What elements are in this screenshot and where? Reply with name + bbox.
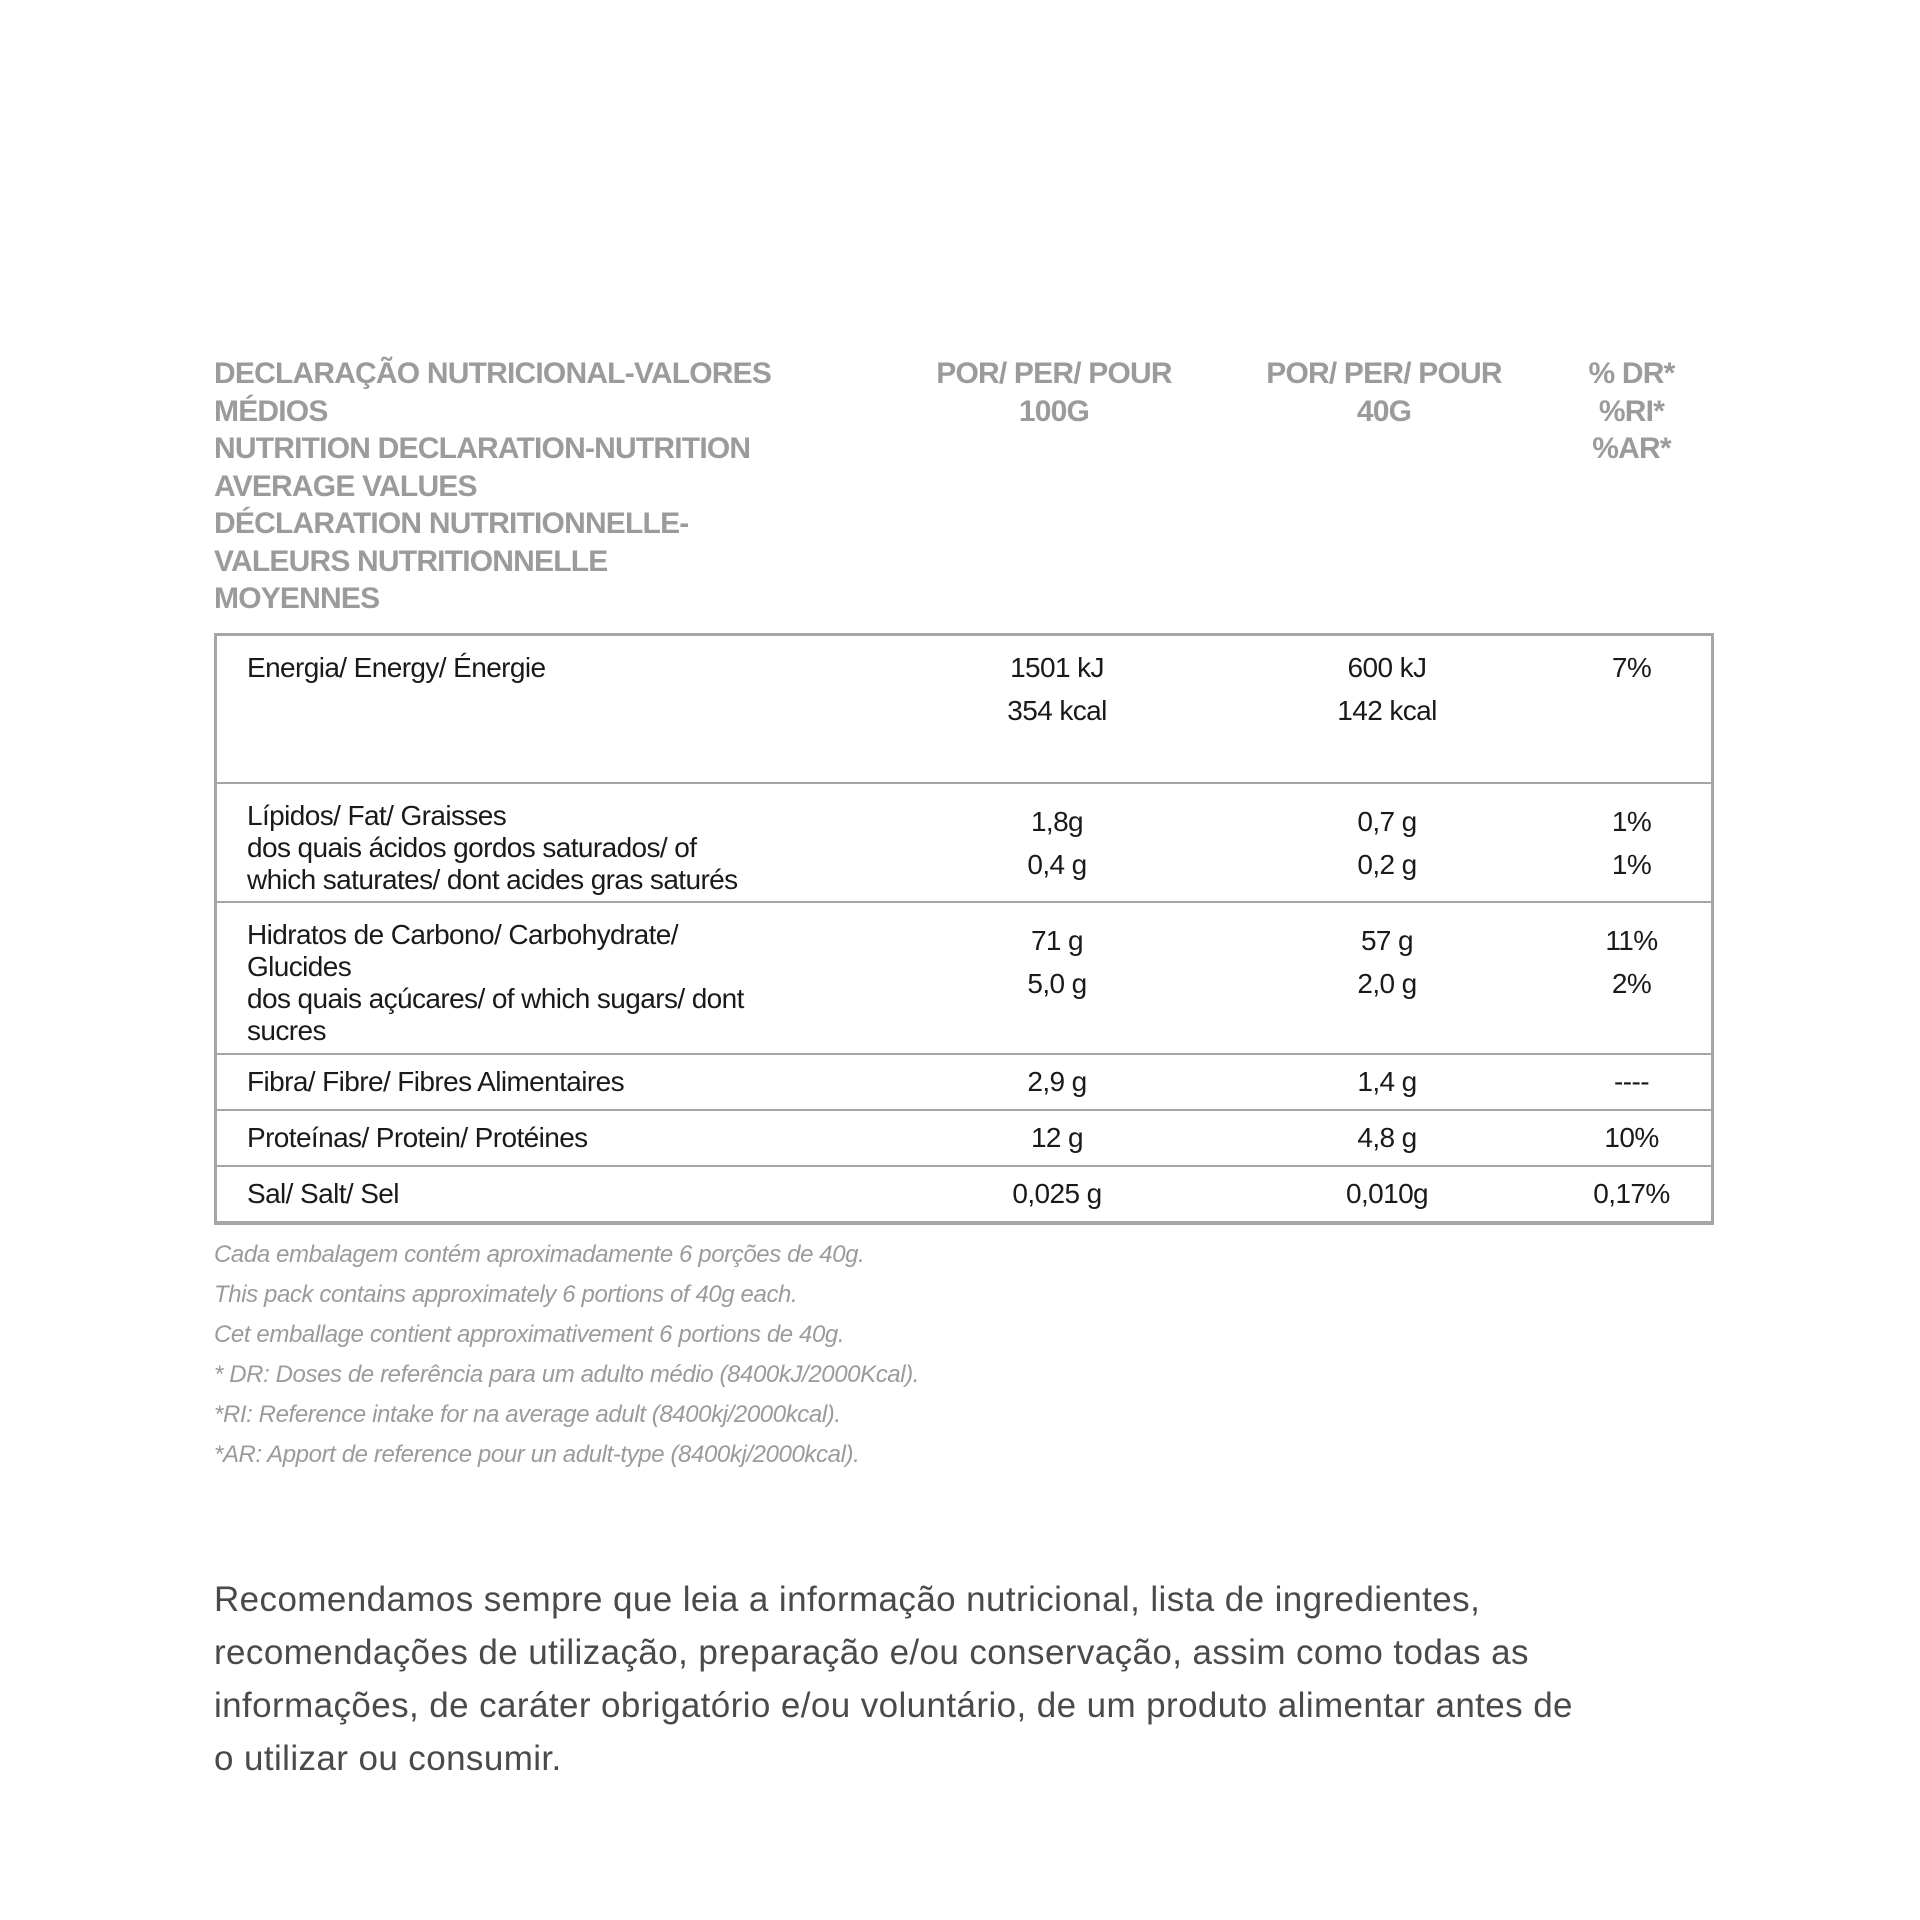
footnote: Cada embalagem contém aproximadamente 6 porções de 40g. [214, 1240, 865, 1268]
row-label-text: Hidratos de Carbono/ Carbohydrate/ [247, 918, 678, 950]
footnote: Cet emballage contient approximativement 6 portions de 40g. [214, 1320, 845, 1348]
disclaimer-line: informações, de caráter obrigatório e/ou voluntário, de um produto alimentar antes de [214, 1686, 1573, 1725]
value-per-40g [1222, 646, 1552, 782]
header-percent-ri [1549, 355, 1714, 618]
value-per-100g [892, 800, 1222, 901]
value-text: 2,0 g [1357, 967, 1417, 999]
value-percent: ---- [1614, 1065, 1649, 1097]
header-per-100g-line: 100G [1018, 394, 1090, 428]
row-label-text: Glucides [247, 950, 352, 982]
header-title-line: AVERAGE VALUES [214, 469, 477, 503]
value-percent: 10% [1604, 1121, 1659, 1153]
table-row-fat [217, 782, 1711, 901]
row-label [217, 919, 892, 1053]
header-per-100g-line: POR/ PER/ POUR [936, 357, 1172, 390]
value-text: 1% [1611, 848, 1652, 880]
value-per-40g [1222, 919, 1552, 1053]
header-per-40g-line: 40G [1356, 394, 1412, 428]
header-title-line: MÉDIOS [214, 394, 328, 428]
value-per-40g: 1,4 g [1357, 1065, 1417, 1097]
value-percent: 0,17% [1593, 1177, 1670, 1209]
table-row-energy [217, 636, 1711, 782]
header-per-40g-line: POR/ PER/ POUR [1266, 357, 1502, 390]
nutrition-panel [214, 355, 1714, 1475]
value-per-100g: 2,9 g [1027, 1065, 1087, 1097]
row-label-text: which saturates/ dont acides gras saturés [247, 863, 738, 895]
row-label-text: dos quais açúcares/ of which sugars/ dont [247, 982, 744, 1014]
value-percent [1552, 919, 1711, 1053]
row-label: Fibra/ Fibre/ Fibres Alimentaires [247, 1065, 624, 1097]
value-per-100g: 0,025 g [1012, 1177, 1102, 1209]
value-text: 7% [1611, 651, 1652, 683]
value-text: 0,7 g [1357, 805, 1417, 837]
header-percent-line: %AR* [1592, 432, 1671, 465]
row-label-text: Lípidos/ Fat/ Graisses [247, 799, 507, 831]
row-label: Sal/ Salt/ Sel [247, 1177, 399, 1209]
value-per-100g [892, 919, 1222, 1053]
value-text: 354 kcal [1007, 694, 1107, 726]
row-label: Proteínas/ Protein/ Protéines [247, 1121, 588, 1153]
header-title-line: DÉCLARATION NUTRITIONNELLE- [214, 507, 689, 540]
footnote: *RI: Reference intake for na average adult (8400kj/2000kcal). [214, 1400, 841, 1428]
header-per-100g [889, 355, 1219, 618]
header-percent-line: %RI* [1598, 394, 1665, 428]
footnotes [214, 1235, 1714, 1475]
footnote: *AR: Apport de reference pour un adult-type (8400kj/2000kcal). [214, 1440, 860, 1468]
header-per-40g [1219, 355, 1549, 618]
header-title-line: DECLARAÇÃO NUTRICIONAL-VALORES [214, 357, 772, 390]
row-label-text: sucres [247, 1014, 326, 1046]
disclaimer-line: o utilizar ou consumir. [214, 1739, 562, 1778]
table-row-carbohydrate [217, 901, 1711, 1053]
header-title-line: MOYENNES [214, 582, 380, 615]
header-title-line: VALEURS NUTRITIONNELLE [214, 544, 608, 578]
footnote: This pack contains approximately 6 portions of 40g each. [214, 1280, 798, 1308]
value-text: 5,0 g [1027, 967, 1087, 999]
table-row-fibre [217, 1053, 1711, 1109]
nutrition-table [214, 633, 1714, 1225]
disclaimer-text [214, 1573, 1814, 1785]
value-percent [1552, 800, 1711, 901]
value-text: 142 kcal [1337, 694, 1437, 726]
row-label [217, 646, 892, 782]
header-title-line: NUTRITION DECLARATION-NUTRITION [214, 432, 751, 465]
value-per-40g: 0,010g [1345, 1177, 1429, 1209]
row-label [217, 800, 892, 901]
value-per-100g [892, 646, 1222, 782]
value-per-100g: 12 g [1030, 1121, 1084, 1153]
value-text: 1,8g [1030, 805, 1084, 837]
value-text: 57 g [1360, 924, 1414, 956]
disclaimer-line: Recomendamos sempre que leia a informação nutricional, lista de ingredientes, [214, 1580, 1481, 1619]
value-text: 2% [1611, 967, 1652, 999]
disclaimer-line: recomendações de utilização, preparação e/ou conservação, assim como todas as [214, 1633, 1529, 1672]
value-text: 11% [1605, 924, 1658, 956]
value-text: 0,4 g [1027, 848, 1087, 880]
value-text: 0,2 g [1357, 848, 1417, 880]
value-percent [1552, 646, 1711, 782]
row-label-text: dos quais ácidos gordos saturados/ of [247, 831, 697, 863]
header-percent-line: % DR* [1588, 357, 1675, 390]
value-text: 1501 kJ [1010, 651, 1104, 683]
value-text: 1% [1611, 805, 1652, 837]
value-per-40g [1222, 800, 1552, 901]
nutrition-header [214, 355, 1714, 618]
value-text: 600 kJ [1347, 651, 1427, 683]
row-label-text: Energia/ Energy/ Énergie [247, 651, 546, 683]
table-row-protein [217, 1109, 1711, 1165]
footnote: * DR: Doses de referência para um adulto médio (8400kJ/2000Kcal). [214, 1360, 920, 1388]
value-text: 71 g [1030, 924, 1084, 956]
value-per-40g: 4,8 g [1357, 1121, 1417, 1153]
header-title [214, 355, 889, 618]
table-row-salt [217, 1165, 1711, 1221]
